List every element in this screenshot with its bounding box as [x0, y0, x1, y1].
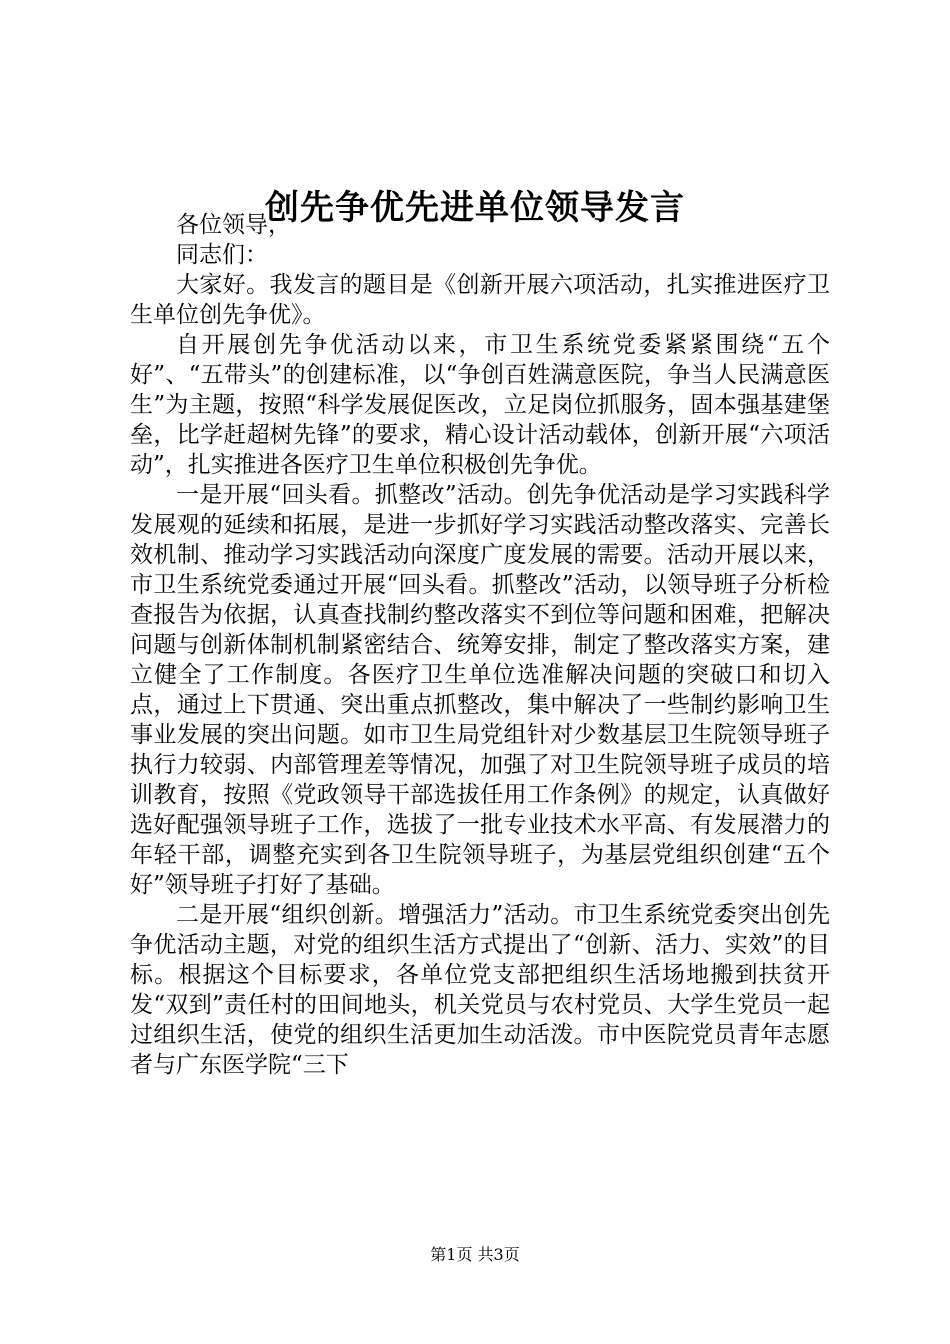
- paragraph-activity-one: 一是开展“回头看。抓整改”活动。创先争优活动是学习实践科学发展观的延续和拓展，是进一步抓好学习实践活动整改落实、完善长效机制、推动学习实践活动向深度广度发展的需要。活动开展以来，市卫生系统党委通过开展“回头看。抓整改”活动，以领导班子分析检查报告为依据，认真查找制约整改落实不到位等问题和困难，把解决问题与创新体制机制紧密结合、统筹安排，制定了整改落实方案，建立健全了工作制度。各医疗卫生单位选准解决问题的突破口和切入点，通过上下贯通、突出重点抓整改，集中解决了一些制约影响卫生事业发展的突出问题。如市卫生局党组针对少数基层卫生院领导班子执行力较弱、内部管理差等情况，加强了对卫生院领导班子成员的培训教育，按照《党政领导干部选拔任用工作条例》的规定，认真做好选好配强领导班子工作，选拔了一批专业技术水平高、有发展潜力的年轻干部，调整充实到各卫生院领导班子，为基层党组织创建“五个好”领导班子打好了基础。: [130, 482, 830, 898]
- paragraph-activity-two: 二是开展“组织创新。增强活力”活动。市卫生系统党委突出创先争优活动主题，对党的组织生活方式提出了“创新、活力、实效”的目标。根据这个目标要求，各单位党支部把组织生活场地搬到扶贫开发“双到”责任村的田间地头，机关党员与农村党员、大学生党员一起过组织生活，使党的组织生活更加生动活泼。市中医院党员青年志愿者与广东医学院“三下: [130, 902, 830, 1078]
- paragraph-intro: 大家好。我发言的题目是《创新开展六项活动，扎实推进医疗卫生单位创先争优》。: [130, 272, 830, 328]
- paragraph-overview: 自开展创先争优活动以来，市卫生系统党委紧紧围绕“五个好”、“五带头”的创建标准，以“争创百姓满意医院，争当人民满意医生”为主题，按照“科学发展促医改，立足岗位抓服务，固本强基建堡垒，比学赶超树先锋”的要求，精心设计活动载体，创新开展“六项活动”，扎实推进各医疗卫生单位积极创先争优。: [130, 332, 830, 478]
- salutation-comrades: 同志们：: [176, 242, 268, 268]
- page-number-footer: 第1页 共3页: [430, 1245, 520, 1264]
- salutation-leaders: 各位领导，: [176, 212, 291, 238]
- document-body: [130, 210, 830, 1080]
- document-title: 创先争优先进单位领导发言: [265, 188, 685, 228]
